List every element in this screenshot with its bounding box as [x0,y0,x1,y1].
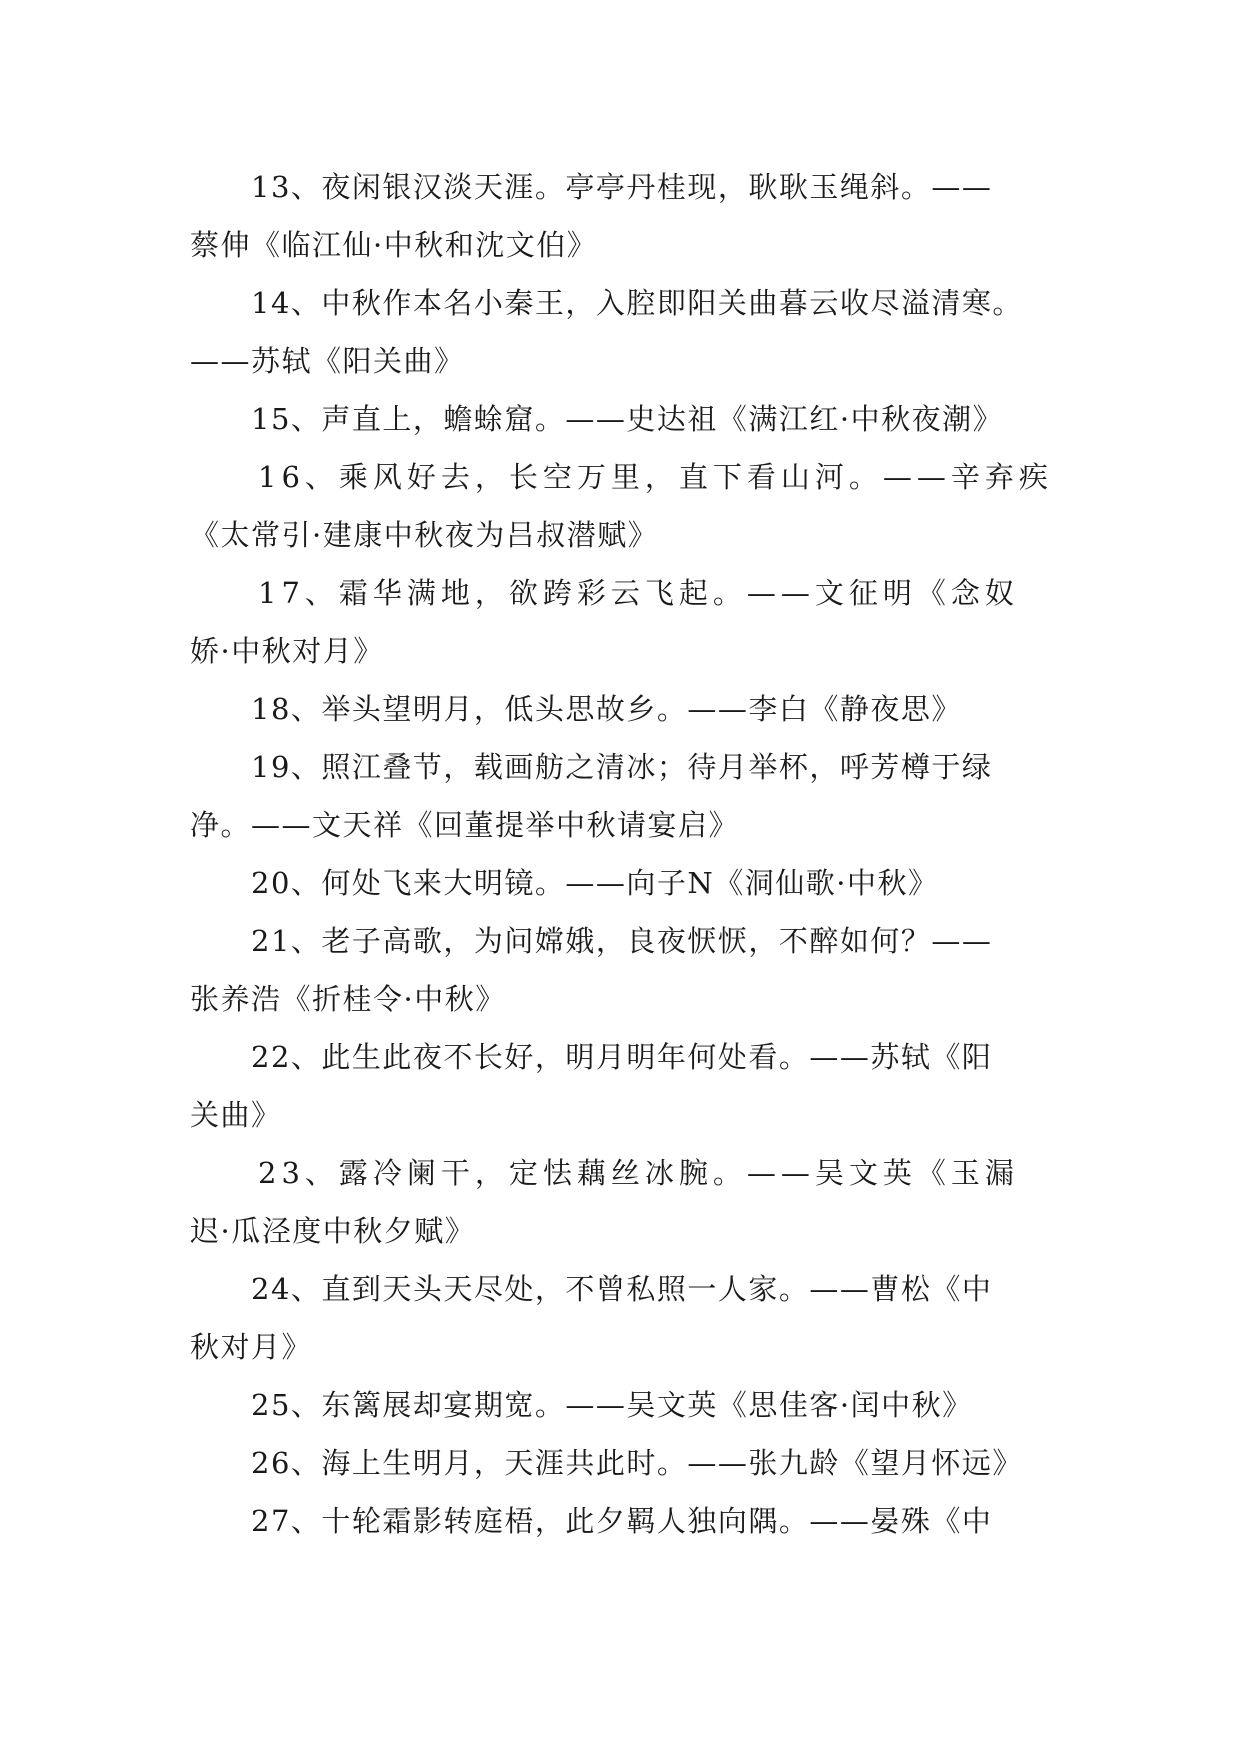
poem-line: ——苏轼《阳关曲》 [190,344,465,378]
poem-line: 23、露冷阑干，定怯藕丝冰腕。——吴文英《玉漏 [258,1156,1019,1190]
poem-line: 《太常引·建康中秋夜为吕叔潜赋》 [190,518,659,552]
poem-line: 22、此生此夜不长好，明月明年何处看。——苏轼《阳 [251,1040,993,1074]
poem-line: 娇·中秋对月》 [190,634,384,668]
poem-line: 张养浩《折桂令·中秋》 [190,982,506,1016]
poem-line: 15、声直上，蟾蜍窟。——史达祖《满江红·中秋夜潮》 [251,402,1004,436]
poem-line: 24、直到天头天尽处，不曾私照一人家。——曹松《中 [251,1272,993,1306]
poem-line: 13、夜闲银汉淡天涯。亭亭丹桂现，耿耿玉绳斜。—— [251,170,993,204]
poem-line: 27、十轮霜影转庭梧，此夕羁人独向隅。——晏殊《中 [251,1504,993,1538]
poem-line: 蔡伸《临江仙·中秋和沈文伯》 [190,228,598,262]
poem-line: 20、何处飞来大明镜。——向子N《洞仙歌·中秋》 [251,866,939,900]
poem-line: 18、举头望明月，低头思故乡。——李白《静夜思》 [251,692,962,726]
poem-line: 26、海上生明月，天涯共此时。——张九龄《望月怀远》 [251,1446,1023,1480]
poem-line: 16、乘风好去，长空万里，直下看山河。——辛弃疾 [258,460,1053,494]
poem-line: 14、中秋作本名小秦王，入腔即阳关曲暮云收尽溢清寒。 [251,286,1023,320]
poem-line: 21、老子高歌，为问嫦娥，良夜恹恹，不醉如何？—— [251,924,993,958]
poem-line: 19、照江叠节，载画舫之清冰；待月举杯，呼芳樽于绿 [251,750,993,784]
poem-line: 净。——文天祥《回董提举中秋请宴启》 [190,808,740,842]
poem-line: 秋对月》 [190,1330,313,1364]
poem-line: 17、霜华满地，欲跨彩云飞起。——文征明《念奴 [258,576,1019,610]
poem-line: 迟·瓜泾度中秋夕赋》 [190,1214,476,1248]
poem-line: 关曲》 [190,1098,282,1132]
poem-line: 25、东篱展却宴期宽。——吴文英《思佳客·闰中秋》 [251,1388,973,1422]
